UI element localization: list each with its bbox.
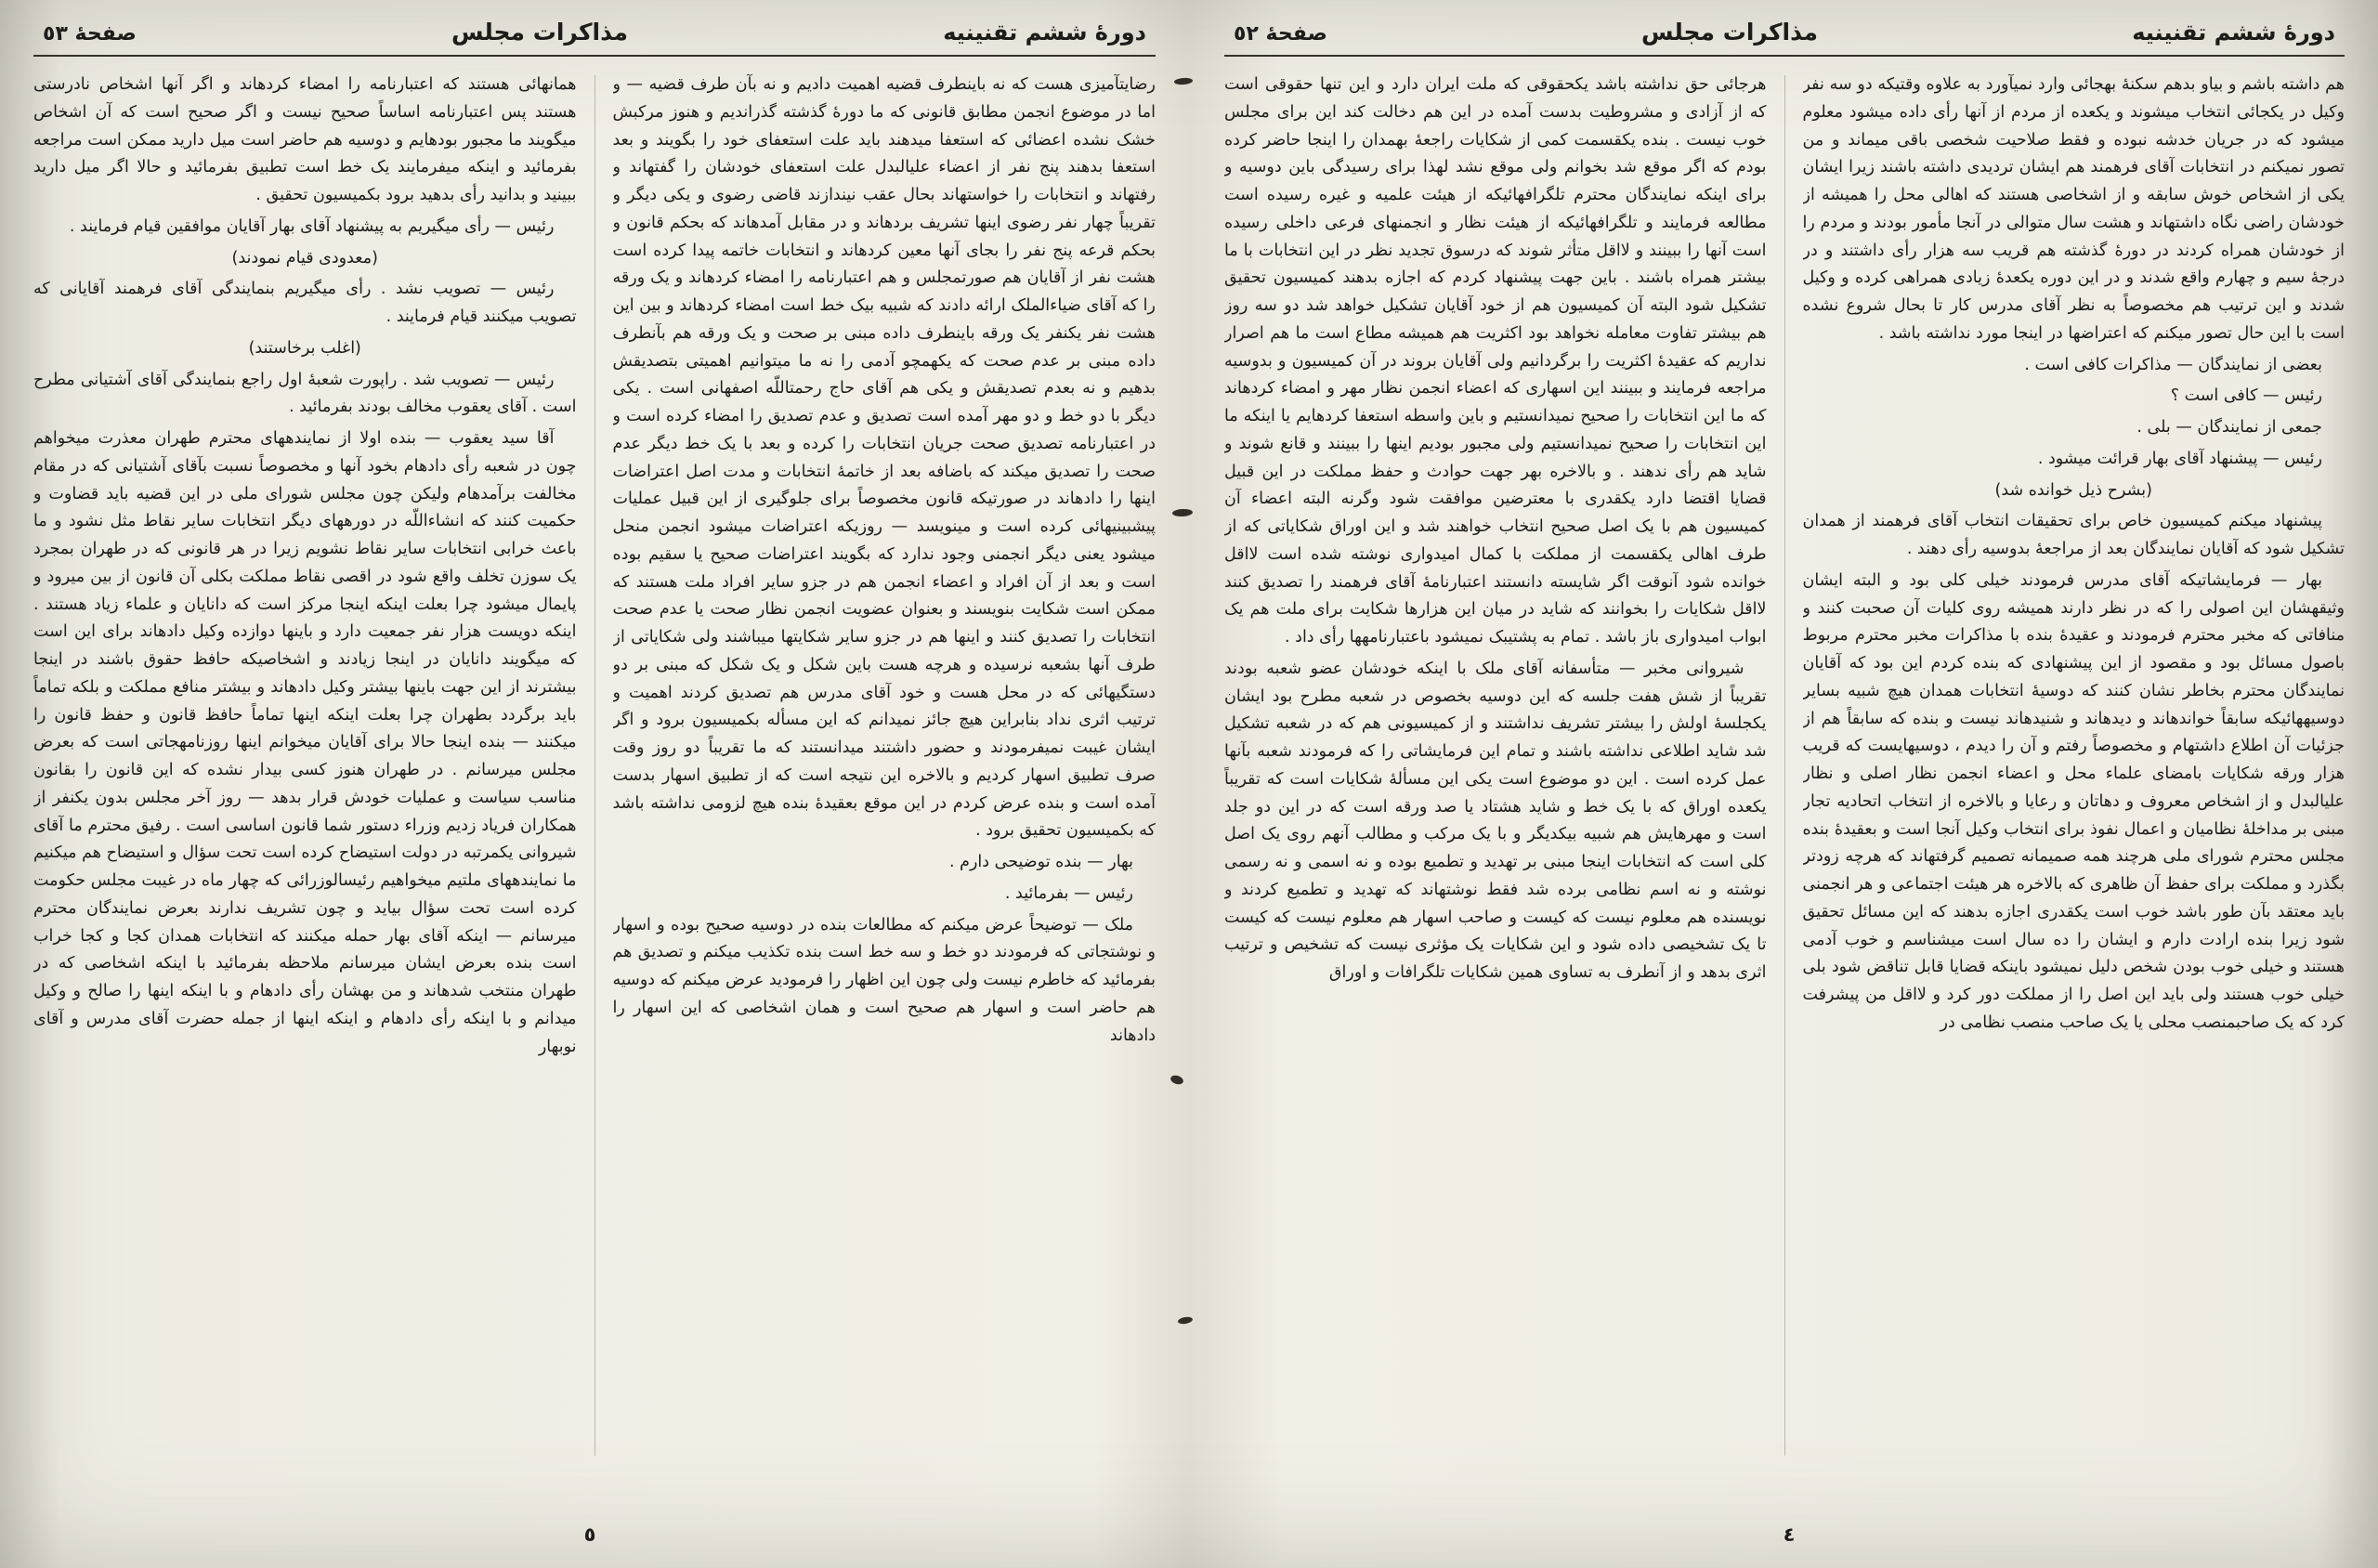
motion-text: پیشنهاد میکنم کمیسیون خاص برای تحقیقات انتخاب آقای فرهمند از همدان تشکیل شود که آقایان نمایندگان بعد از مراجعهٔ بدوسیه رأی دهند . — [1802, 512, 2345, 558]
paragraph: همانهائی هستند که اعتبارنامه را امضاء کردهاند و اگر آنها اشخاص نادرستی هستند پس اعتبارنامه اساساً صحیح نیست و اگر صحیح است که آن اشخاص میگویند ما مجبور بودهایم و دوسیه هم حاضر است میل دارید ممکن است مراجعه بفرمائید و اینکه میفرمایند یک خط است تطبیق بفرمائید و حالا اگر میل دارید ببینید و بدانید رأی بدهید برود بکمیسیون تحقیق . — [33, 75, 577, 204]
speaker-line-deputies: جمعی از نمایندگان — بلی . — [2136, 418, 2322, 437]
speaker-line-rais: رئیس — پیشنهاد آقای بهار قرائت میشود . — [2037, 449, 2322, 468]
header-document-title: مذاکرات مجلس — [451, 19, 629, 46]
paragraph: هرجائی حق نداشته باشد یکحقوقی که ملت ایران دارد و این تنها حقوقی است که از آزادی و مشروطیت بدست آمده در این هم دخالت کند این برای مجلس خوب نیست . بنده یکقسمت کمی از شکایات راجعهٔ بهمدان را اینجا حاضر کرده بودم که اگر موقع شد بخوانم ولی موقع نشد لهذا برای رسیدگی باین دوسیه و برای اینکه نمایندگان محترم تلگرافهائیکه از هیئت علمیه و غیره رسیده است مطالعه فرمایند و تلگرافهائیکه از هیئت نظار و انجمنهای فرعی داخلی رسیده است آنها را ببینند و لااقل متأثر شوند که درسوق تجدید نظر در این انتخابات با ما بیشتر همراه باشند . باین جهت پیشنهاد کردم که اجازه بدهند کمیسیون تحقیق تشکیل شود البته آن کمیسیون هم از خود آقایان تشکیل خواهد شد دو سه روز هم بیشتر تفاوت معامله نخواهد بود اکثریت هم همیشه مطاع است ما هم اصرار نداریم که عقیدهٔ اکثریت را برگردانیم ولی آقایان بروند در آن کمیسیون و بدوسیه مراجعه فرمایند و ببینند این اسهاری که اعضاء انجمن نظار مهر و امضاء کردهاند که ما این انتخابات را صحیح نمیدانستیم و باین واسطه استعفا کردهایم یا اینکه ما این انتخابات را صحیح نمیدانستیم ولی مجبور بودیم اینها را ببینند و قانع شوند و شاید هم رأی ندهند . و بالاخره بهر جهت حوادث و حفظ مملکت در این قبیل قضایا اقتضا دارد یکقدری با معترضین موافقت شود وگرنه البته اعضاء آن کمیسیون هم با یک اصل صحیح انتخاب خواهند شد و این اوراق شکایاتی که از طرف اهالی یکقسمت از مملکت با کمال امیدواری نوشته شده است لااقل خوانده شود آنوقت اگر شایسته دانستند اعتبارنامهٔ آقای فرهمند را تصدیق کنند لااقل شکایات را بخوانند که شاید در میان این هزارها شکایت برای ملت هم یک ابواب امیدواری باز باشد . تمام به پشتیبک نمیشود باعتبارنامهها رأی داد . — [1224, 75, 1767, 647]
speaker-line-deputies: بعضی از نمایندگان — مذاکرات کافی است . — [2024, 355, 2322, 374]
column-right — [613, 72, 1156, 1465]
ink-mark — [1174, 77, 1193, 85]
paragraph: رضایتآمیزی هست که نه باینطرف قضیه اهمیت دادیم و نه بآن طرف قضیه — و اما در موضوع انجمن مطابق قانونی که ما دورهٔ گذشته گذراندیم و هنوز مرکبش خشک نشده اعضائی که استعفا میدهند باید علت استعفای خود را بگویند و بعد استعفا بدهند پنج نفر از اعضاء علیالبدل علت استعفای خودشان را گفتهاند و رفتهاند و انتخابات را خواستهاند بحال عقب نیندازند قاضی رضوی و یکی دیگر و تقریباً چهار نفر رضوی اینها تشریف بردهاند و در مقابل آمدهاند که بحکم قانون و بحکم قرعه پنج نفر را بجای آنها معین کردهاند و انتخابات خاتمه پیدا کرده است هشت نفر از آقایان هم صورتمجلس و هم اعتبارنامه را امضاء کردهاند و یک ورقه را که آقای ضیاءالملک ارائه دادند که شبیه بیک خط است امضاء کردهاند و بین این هشت نفر یکنفر یک ورقه باینطرف داده مبنی بر صحت و یک ورقه هم بآنطرف داده مبنی بر عدم صحت که یکهمچو آدمی را نه ما میتوانیم اهمیتی بتصدیقش بدهیم و نه بعدم تصدیقش و یکی هم آقای حاج رحمتاللّه اصفهانی است . یکی دیگر با دو خط و دو مهر آمده است تصدیق و عدم تصدیق را امضاء کرده است و در اعتبارنامه تصدیق صحت جریان انتخابات را کرده و بعد با یک خط دیگر عدم صحت را تصدیق میکند که باضافه بعد از خاتمهٔ انتخابات و مدت اصل اعتراضات اینها را دادهاند در صورتیکه قانون مخصوصاً برای جلوگیری از این قبیل عملیات پیشبینیهائی کرده است و مینویسد — روزیکه اعتراضات میشود انجمن منحل میشود یعنی دیگر انجمنی وجود ندارد که بگویند اعتراضات صحیح یا سقیم بوده است و بعد از آن افراد و اعضاء انجمن هم در جزو سایر افراد ملت هستند که ممکن است شکایت بنویسند و بعنوان عضویت انجمن نظار صحت یا عدم صحت انتخابات را تصدیق کنند و اینها هم در جزو سایر شکایتها میباشند ولی شکایاتی از طرف آنها بشعبه نرسیده و هرچه هست باین شکل و یک شکل که مبنی بر دو دستگیهائی که در محل هست و خود آقای مدرس هم تصدیق کردند اهمیت و ترتیب اثری نداد بنابراین هیچ جائز نمیدانم که این مسأله بکمیسیون برود و اگر ایشان غیبت نمیفرمودند و حضور داشتند میدانستند که ما تقریباً دو روز وقت صرف تطبیق اسهار کردیم و بالاخره این نتیجه است که از تطبیق اسهار بدست آمده است و بنده عرض کردم در این موقع بعقیدهٔ بنده هیچ لزومی نداشته باشد که بکمیسیون تحقیق برود . — [612, 75, 1156, 841]
header-page-number: صفحهٔ ٥٢ — [1234, 22, 1327, 46]
speaker-line-bahar: بهار — فرمایشاتیکه آقای مدرس فرمودند خیلی کلی بود و البته ایشان وثیقهشان این اصولی را که در نظر دارند همیشه روی کلیات آن صحبت کنند و منافاتی که مخبر محترم فرمودند و عقیدهٔ بنده با مذاکرات مخبر محترم مربوط باصول مسائل بود و مقصود از این پیشنهادی که بنده کردم این بود که آقایان نمایندگان محترم بخاطر نشان کنند که دوسیهٔ انتخابات همدان هیچ شبیه بسایر دوسیههائیکه سابقاً خواندهاند و دیدهاند و شنیدهاند نیست و بنده که سابقاً هم از جزئیات آن اطلاع داشتهام و مخصوصاً رفتم و آن را دیدم ، دوسیهایست که قریب هزار ورقه شکایات بامضای علماء محل و اعضاء انجمن نظار اصلی و نظار علیالبدل و از اشخاص معروف و دهاتان و رعایا و بالاخره از انتخاب اتحادیه تجار مبنی بر مداخلهٔ نظامیان و اعمال نفوذ برای انتخاب وکیل آنجا است و بعقیدهٔ بنده مجلس محترم شورای ملی هرچند همه صمیمانه تصمیم گرفتهاند که هرچه زودتر بگذرد و مملکت برای حفظ آن ظاهری که بالاخره هر هیئت اجتماعی و هر انجمنی باید معتقد بآن طور باشد خوب است یکقدری اجازه بدهند که این مسائل تحقیق شود زیرا بنده ارادت دارم و ایشان را ده سال است میشناسم و خوب آدمی هستند و خیلی خوب بودن شخص دلیل نمیشود باینکه قضایا قابل تناقض شود بلی خیلی خوب هستند ولی باید این اصل را از مملکت دور کرد و لااقل من پیشرفت کرد که یک صاحبمنصب محلی یا یک صاحب منصب نظامی در — [1802, 570, 2345, 1032]
header-session-label: دورهٔ ششم تقنینیه — [943, 20, 1146, 46]
stage-direction: (اغلب برخاستند) — [248, 338, 361, 358]
column-divider — [594, 75, 595, 1456]
speaker-line-rais: رئیس — کافی است ؟ — [2170, 386, 2322, 406]
speaker-line-shirvani: شیروانی مخبر — متأسفانه آقای ملک با اینکه خودشان عضو شعبه بودند تقریباً از شش هفت جلسه که این دوسیه بخصوص در شعبه مطرح بود ایشان یکجلسهٔ اولش را بیشتر تشریف نداشتند و از کمیسیونی هم که در شعبه تشکیل شد شاید اطلاعی نداشته باشند و تمام این فرمایشاتی را که فرمودند شعبه بآنها عمل کرده است . این دو موضوع است یکی این مسألهٔ شکایات است که تقریباً یکعده اوراق که با یک خط و شاید هشتاد یا صد ورقه است که در این دو جلد است و مهرهایش هم شبیه بیکدیگر و با یک مرکب و مطالب آنهم روی یک اصل کلی است که انتخابات اینجا مبنی بر تهدید و تطمیع بوده و نه اسمی و نه رسمی نوشته و نه اسم نظامی برده شد فقط نوشتهاند که تهدید و تطمیع کردند و نویسنده هم معلوم نیست که کیست و صاحب اسهار هم معلوم نیست که کیست تا یک تشخیصی داده شود و این شکایات یک مؤثری نیست که تشخیص و ترتیب اثری بدهد و از آنطرف به تساوی همین شکایات تلگرافات و اوراق — [1224, 659, 1767, 982]
speaker-line-rais: رئیس — بفرمائید . — [1004, 883, 1133, 903]
page-53 — [0, 0, 1180, 1568]
speaker-line-bahar: بهار — بنده توضیحی دارم . — [949, 853, 1133, 871]
column-left — [1224, 72, 1767, 1465]
stage-direction: (معدودی قیام نمودند) — [231, 248, 378, 268]
speaker-line-rais: رئیس — رأی میگیریم به پیشنهاد آقای بهار آقایان موافقین قیام فرمایند . — [69, 216, 555, 236]
text-columns — [1224, 57, 2345, 1465]
text-columns — [33, 57, 1156, 1465]
folio-number: ٥ — [583, 1523, 596, 1546]
header-page-number: صفحهٔ ٥٣ — [43, 22, 137, 46]
ink-mark — [1172, 508, 1193, 516]
header-document-title: مذاکرات مجلس — [1641, 19, 1819, 46]
speaker-line-rais: رئیس — تصویب شد . راپورت شعبهٔ اول راجع بنمایندگی آقای آشتیانی مطرح است . آقای یعقوب مخالف بودند بفرمائید . — [33, 370, 577, 417]
page-header — [33, 15, 1156, 57]
paragraph: هم داشته باشم و بیاو بدهم سکنهٔ بهجائی وارد نمیآورد به علاوه وقتیکه دو سه نفر وکیل در یکجائی انتخاب میشوند و یکعده از مردم از آنها رأی داده میشود معلوم میشود که در جریان خدشه نبوده و فقط صلاحیت شخصی باقی میماند و من تصور نمیکنم در انتخابات آقای فرهمند هم ایشان تردیدی داشته باشند زیرا ایشان یکی از اشخاص خوش سابقه و از اشخاصی هستند که اهالی محل را همیشه از خودشان راضی نگاه داشتهاند و هشت سال متوالی در آنجا مأمور بودند و مردم را از خودشان همراه کردند در دورهٔ گذشته هم قریب سه هزار رأی داشتند و در درجهٔ سیم و چهارم واقع شدند و در این دوره یکعدهٔ زیادی همراهی کرده و وکیل شدند و این ترتیب هم مخصوصاً به نظر آقای مدرس کار تا بحال شروع نشده است با این حال تصور میکنم که اعتراضها در اینجا مورد نداشته باشد . — [1802, 75, 2345, 343]
column-left — [33, 72, 577, 1465]
header-session-label: دورهٔ ششم تقنینیه — [2132, 20, 2335, 46]
column-right — [1803, 72, 2345, 1465]
column-divider — [1784, 75, 1785, 1456]
speaker-line-malek: ملک — توضیحاً عرض میکنم که مطالعات بنده در دوسیه صحیح بوده و اسهار و نوشتجاتی که فرمودند دو خط و سه خط است بنده تکذیب میکنم و تصدیق هم بفرمائید که خاطرم نیست ولی چون این اظهار را فرمودید عرض میکنم که دوسیه هم حاضر است و اسهار هم صحیح است و همان اشخاصی که این اسهار را دادهاند — [612, 915, 1156, 1045]
page-header — [1224, 15, 2345, 57]
folio-number: ٤ — [1783, 1523, 1796, 1546]
speaker-line-yaghoub: آقا سید یعقوب — بنده اولا از نمایندههای محترم طهران معذرت میخواهم چون در شعبه رأی دادهام بخود آنها و مخصوصاً نسبت بآقای آشتیانی که در مقام مخالفت برآمدهام ولیکن چون مجلس شورای ملی در این قضیه باید قضاوت و حکمیت کنند که انشاءاللّه در دورههای دیگر انتخابات سایر نقاط مثل نشود و ما باعث خرابی انتخابات سایر نقاط نشویم زیرا در هر قانونی که در طهران بمجرد یک سوزن تخلف واقع شود در اقصی نقاط مملکت بکلی آن قانون از بین میرود و پایمال میشود چرا بعلت اینکه اینجا مرکز است که دانایان و علماء زیاد هستند . اینکه دویست هزار نفر جمعیت دارد و باینها دوازده وکیل دادهاند برای این است که میگویند دانایان در اینجا زیادند و اشخاصیکه حافظ حقوق باشند در اینجا بیشترند از این جهت باینها بیشتر وکیل دادهاند و بیشتر منافع مملکت و بلکه تماماً باید برگردد بطهران چرا بعلت اینکه اینها تماماً حافظ قانون و حفظ قانون را میکنند — بنده اینجا حالا برای آقایان میخوانم اینها روزنامهجاتی است که بعرض مجلس میرسانم . در طهران هنوز کسی بیدار نشده که این قانون را بقانون مناسب سیاست و عملیات خودش قرار بدهد — روز آخر مجلس بدون یکنفر از همکاران فریاد زدیم وزراء دستور شما قانون اساسی است . رفیق محترم ما آقای شیروانی یکمرتبه در دولت استیضاح کرده است تحت سؤال و استیضاح هم میکنیم ما نمایندههای ملتیم میخواهیم رئیسالوزرائی که چهار ماه در غیبت مجلس حکومت کرده است تحت سؤال بیاید و چون تشریف ندارند بعرض نمایندگان محترم میرسانم — اینکه آقای بهار حمله میکنند که انتخابات همدان کجا و کجا خراب است بنده بعرض ایشان میرسانم ملاحظه بفرمائید با اینکه اشخاصی که در طهران منتخب شدهاند و من بهشان رأی دادهام و با اینکه اینها را صالح و وکیل میدانم و با اینکه رأی دادهام و اینکه اینها از جمله حضرت آقای مدرس و آقای نوبهار — [33, 429, 577, 1056]
speaker-line-rais: رئیس — تصویب نشد . رأی میگیریم بنمایندگی آقای فرهمند آقایانی که تصویب میکنند قیام فرمایند . — [33, 280, 577, 326]
ink-mark — [1178, 1316, 1194, 1326]
page-52 — [1200, 0, 2378, 1568]
stage-direction: (بشرح ذیل خوانده شد) — [1994, 480, 2152, 500]
